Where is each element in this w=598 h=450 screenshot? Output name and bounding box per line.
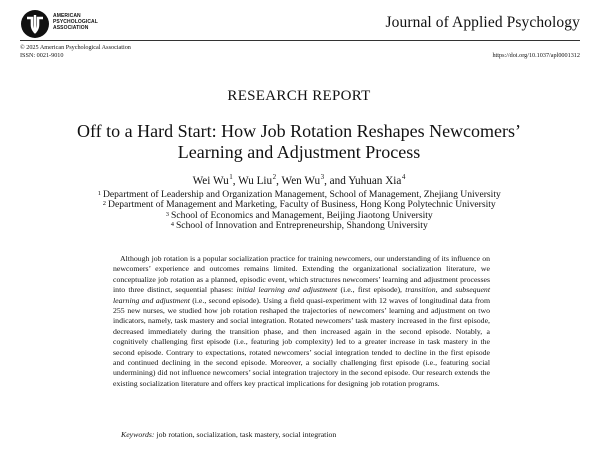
keywords (121, 430, 336, 440)
author-name: Wei Wu (192, 175, 229, 187)
apa-logo (20, 8, 100, 42)
abstract-text: (i.e., first episode), (337, 285, 406, 295)
journal-title: Journal of Applied Psychology (385, 14, 580, 31)
affil-text: School of Innovation and Entrepreneurship, Shandong University (175, 220, 428, 232)
author-name: Wu Liu (238, 175, 273, 187)
apa-logo-icon (20, 9, 50, 39)
affil-mark: 1 (97, 190, 101, 197)
author-separator: , and (324, 175, 349, 187)
logo-line-1: AMERICAN (53, 13, 81, 19)
abstract (113, 254, 490, 389)
abstract-phase-2: transition (405, 285, 436, 295)
affil-mark: 4 (170, 221, 174, 229)
publication-meta (20, 44, 131, 60)
header (20, 8, 580, 42)
logo-line-3: ASSOCIATION (53, 25, 89, 31)
author-affil-mark: 1 (229, 173, 233, 181)
doi-link[interactable]: https://doi.org/10.1037/apl0001312 (492, 52, 580, 59)
affil-text: Department of Leadership and Organization Management, School of Management, Zhejiang University (102, 189, 501, 200)
abstract-text: , and (435, 285, 456, 295)
affil-mark: 2 (102, 200, 107, 208)
affiliation-list (0, 190, 598, 232)
copyright-line: © 2025 American Psychological Association (20, 44, 131, 51)
affil-text: School of Economics and Management, Beijing Jiaotong University (171, 209, 433, 221)
author-separator: , (276, 175, 282, 187)
article-title (0, 121, 598, 163)
author-affil-mark: 4 (401, 173, 406, 181)
abstract-text: (i.e., second episode). Using a field quasi-experiment with 12 waves of longitudinal data from 255 new nurses, we studied how job rotation reshaped the trajectories of newcomers’ learning and adjustment on two indicators, namely, task mastery and social integration. Rotated newcomers’ task mastery increased in the first episode, decreased immediately during the transition phase, and then increased again in the second episode. Notably, a cognitively challenging first episode (i.e., featuring job complexity) led to a greater increase in task mastery in the second episode. Contrary to expectations, rotated newcomers’ social integration tended to decline in the first episode and continued declining in the second episode. Moreover, a socially challenging first episode (i.e., featuring social undermining) did not influence newcomers’ social integration trajectory in the second episode. Our research extends the existing socialization literature and offers key practical implications for designing job rotation programs. (113, 295, 491, 388)
issn-line: ISSN: 0021-9010 (20, 52, 64, 59)
author-separator: , (232, 175, 239, 187)
header-divider (20, 40, 580, 41)
author-name: Wen Wu (281, 175, 321, 187)
affil-mark: 3 (165, 210, 170, 218)
keywords-text: job rotation, socialization, task mastery, social integration (154, 430, 337, 439)
affiliation (0, 221, 598, 231)
title-line-1: Off to a Hard Start: How Job Rotation Reshapes Newcomers’ (76, 121, 522, 141)
report-label: RESEARCH REPORT (227, 88, 371, 104)
abstract-phase-1: initial learning and adjustment (236, 285, 338, 295)
abstract-text: Although job rotation is a popular socialization practice for training newcomers, our understanding of its influence on newcomers’ experience and outcomes remains limited. Extending the organizational socialization literature, we conceptualize job rotation as a planned, episodic event, which structures newcomers’ learning and adjustment processes into three distinct, sequential phases: (113, 254, 490, 295)
title-line-2: Learning and Adjustment Process (177, 142, 421, 162)
affil-text: Department of Management and Marketing, Faculty of Business, Hong Kong Polytechnic University (108, 199, 496, 211)
author-name: Yuhuan Xia (348, 175, 402, 187)
author-affil-mark: 2 (272, 173, 277, 181)
author-list (0, 175, 598, 187)
abstract-phase-3: subsequent learning and adjustment (113, 285, 490, 305)
logo-line-2: PSYCHOLOGICAL (53, 19, 98, 25)
author-affil-mark: 3 (320, 173, 325, 181)
keywords-label: Keywords: (121, 430, 155, 439)
